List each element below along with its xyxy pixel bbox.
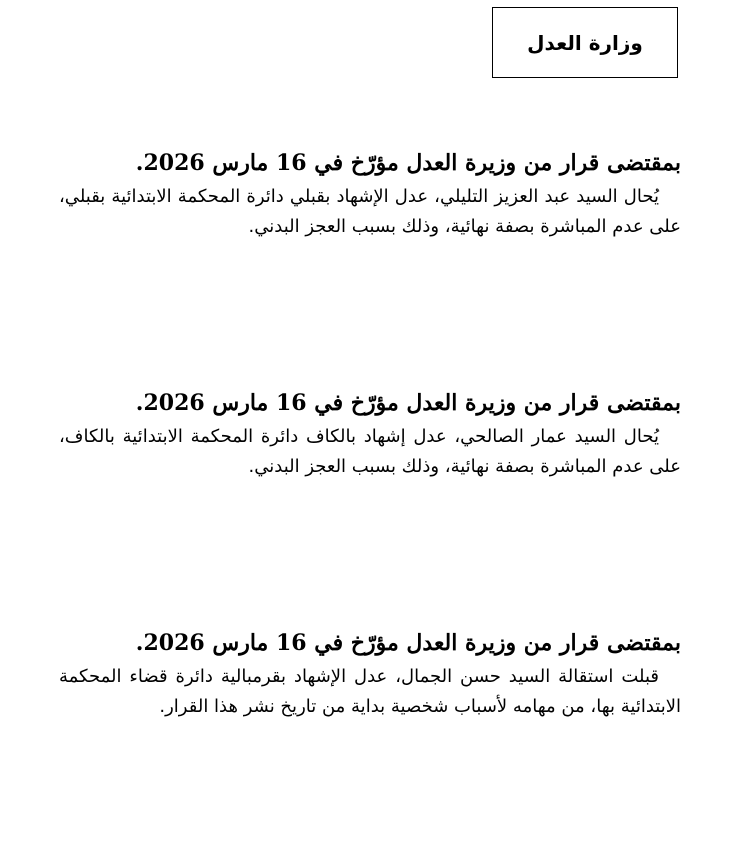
ministry-header-box	[492, 7, 678, 78]
decision-body: يُحال السيد عبد العزيز التليلي، عدل الإشهاد بقبلي دائرة المحكمة الابتدائية بقبلي، على عدم المباشرة بصفة نهائية، وذلك بسبب العجز البدني.	[59, 186, 681, 237]
decisions-list	[59, 148, 681, 868]
decision-title: بمقتضى قرار من وزيرة العدل مؤرّخ في 16 مارس 2026.	[135, 630, 681, 656]
decision-title: بمقتضى قرار من وزيرة العدل مؤرّخ في 16 مارس 2026.	[135, 390, 681, 416]
decision-body: قبلت استقالة السيد حسن الجمال، عدل الإشهاد بقرمبالية دائرة قضاء المحكمة الابتدائية بها، من مهامه لأسباب شخصية بداية من تاريخ نشر هذا القرار.	[59, 666, 681, 717]
decision-item	[59, 628, 681, 868]
decision-body: يُحال السيد عمار الصالحي، عدل إشهاد بالكاف دائرة المحكمة الابتدائية بالكاف، على عدم المباشرة بصفة نهائية، وذلك بسبب العجز البدني.	[59, 426, 681, 477]
decision-title: بمقتضى قرار من وزيرة العدل مؤرّخ في 16 مارس 2026.	[135, 150, 681, 176]
decision-item	[59, 148, 681, 388]
decision-item	[59, 388, 681, 628]
ministry-name: وزارة العدل	[527, 30, 643, 55]
